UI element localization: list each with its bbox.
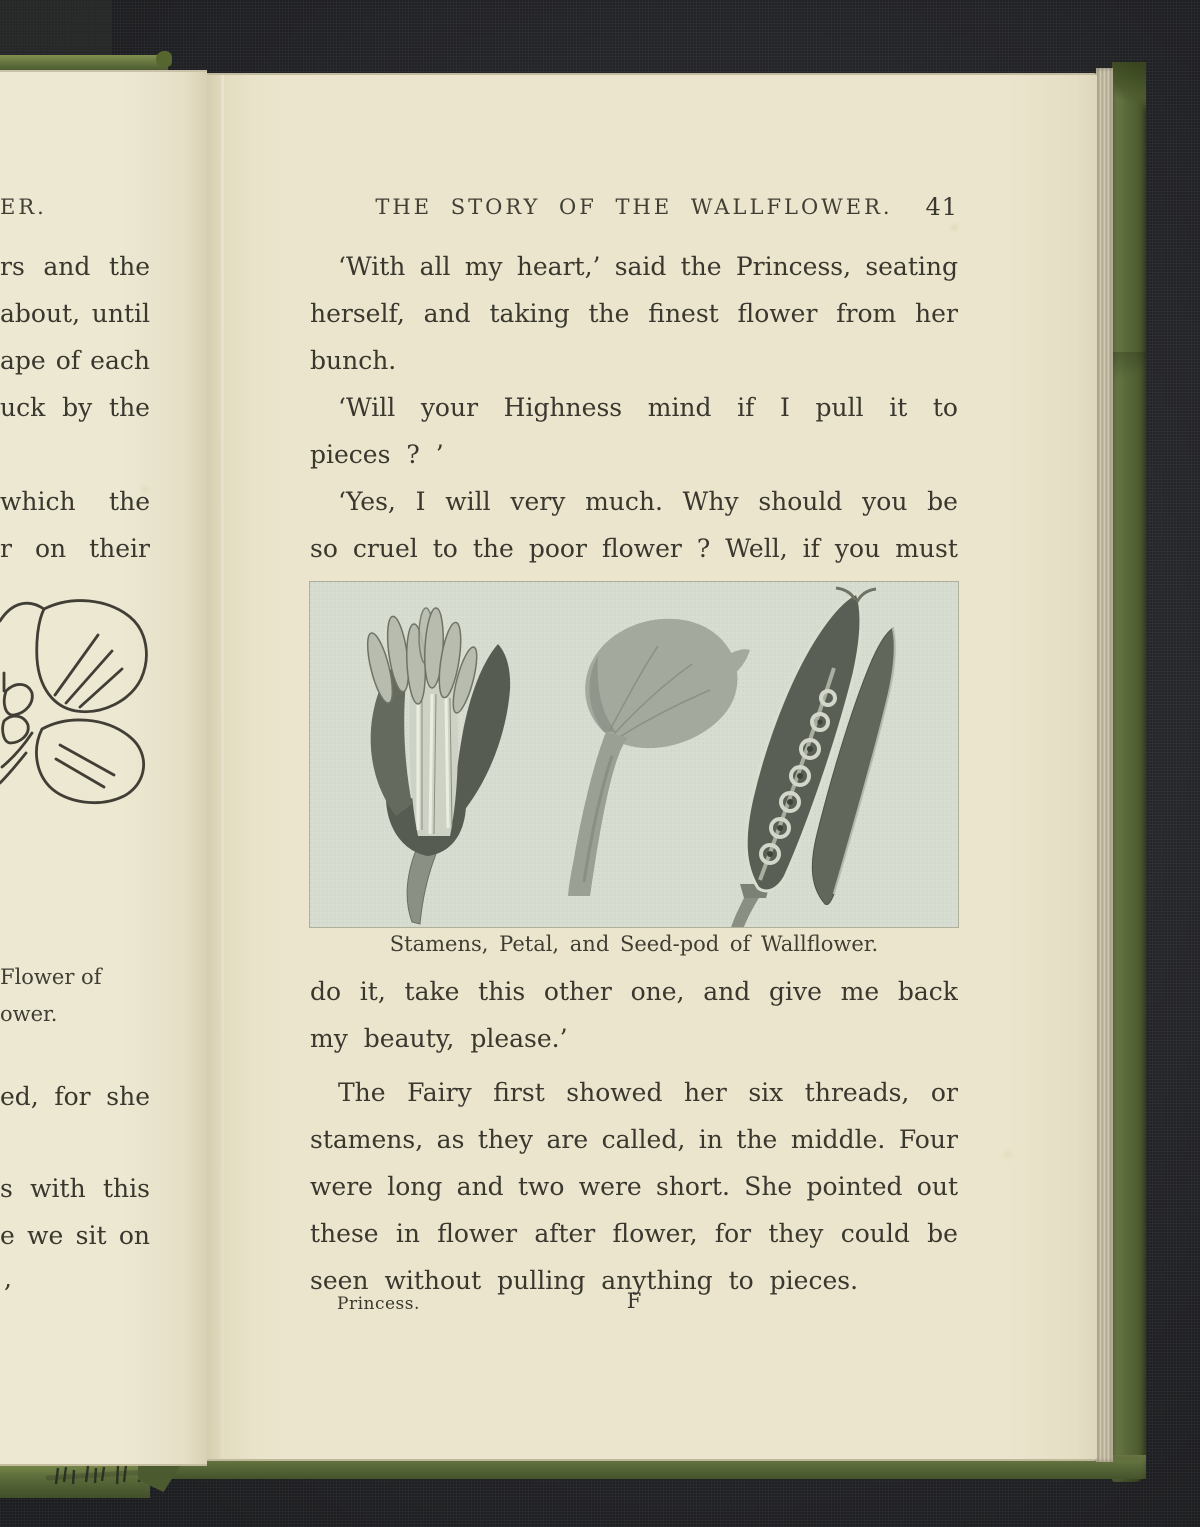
text-line: bunch. [310,346,397,375]
figure-caption: Stamens, Petal, and Seed-pod of Wallflower. [389,932,879,956]
running-header: THE STORY OF THE WALLFLOWER. [375,195,893,219]
text-line: The Fairy first showed her six threads, or [338,1078,958,1107]
caption-fragment: Flower of [0,965,102,989]
text-line: these in flower after flower, for they could be [310,1219,958,1248]
gutter-crease [221,75,224,1459]
text-line: pieces ? ’ [310,440,444,469]
text-line: herself, and taking the finest flower from her [310,299,958,328]
text-line: uck by the [0,393,150,422]
text-line: s with this [0,1174,150,1203]
text-line: ‘Yes, I will very much. Why should you be [338,487,958,516]
text-line: so cruel to the poor flower ? Well, if you must [310,534,958,563]
text-line: ‘With all my heart,’ said the Princess, seating [338,252,958,281]
flower-outline-drawing [0,595,170,842]
text-line: were long and two were short. She pointed out [310,1172,958,1201]
left-page [0,70,207,1466]
text-line: e we sit on [0,1221,150,1250]
text-line: , [4,1264,12,1293]
signature-mark: F [626,1289,642,1313]
catchword: Princess. [337,1294,420,1314]
caption-fragment: ower. [0,1002,58,1026]
figure-illustration [310,582,958,927]
running-header-fragment: ER. [0,195,47,219]
text-line: my beauty, please.’ [310,1024,568,1053]
text-line: seen without pulling anything to pieces. [310,1266,859,1295]
wallflower-parts-figure [310,582,958,927]
text-line: ape of each [0,346,150,375]
right-page [207,73,1097,1461]
text-line: which the [0,487,150,516]
text-line: rs and the [0,252,150,281]
text-line: ‘Will your Highness mind if I pull it to [338,393,958,422]
page-number: 41 [925,193,958,221]
text-line: stamens, as they are called, in the middle. Four [310,1125,958,1154]
text-line: ed, for she [0,1082,150,1111]
text-line: about, until [0,299,150,328]
cover-right-edge [1112,62,1146,1482]
fabric-background-seam [0,0,112,56]
text-line: do it, take this other one, and give me back [310,977,958,1006]
text-line: r on their [0,534,150,563]
page-edges-stack [1096,68,1113,1462]
